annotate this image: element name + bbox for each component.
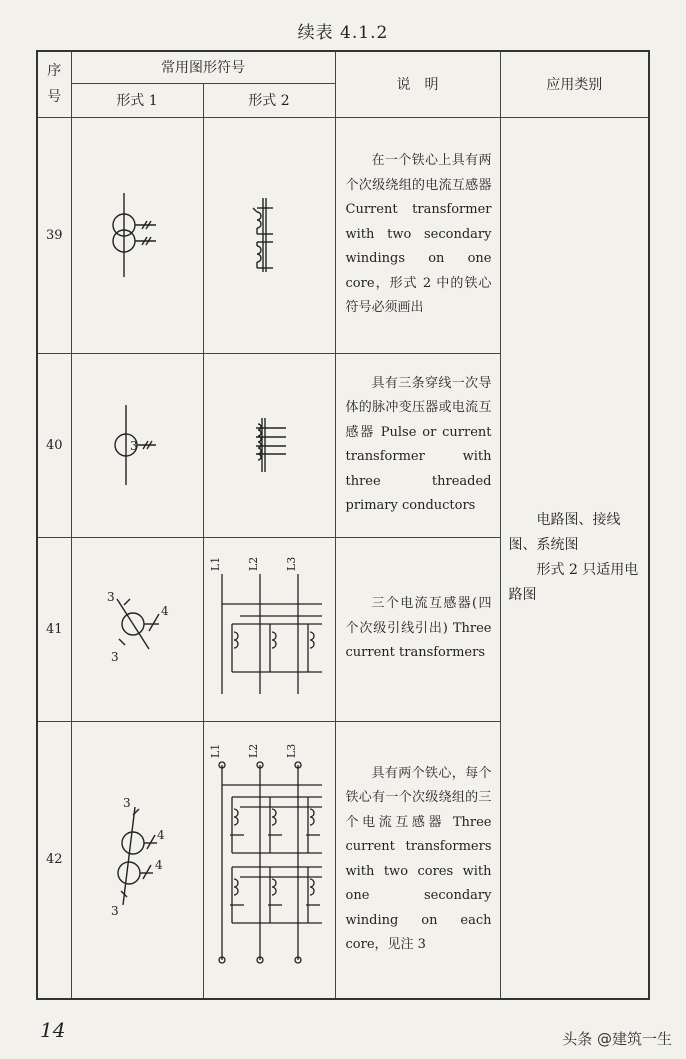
three-ct-two-core-symbol-form1 bbox=[97, 795, 177, 925]
phase-label-l2: L2 bbox=[247, 556, 260, 571]
page-title: 续表 4.1.2 bbox=[297, 23, 389, 43]
winding-label-upper: 4 bbox=[157, 827, 165, 842]
pulse-ct-symbol-form2 bbox=[234, 410, 304, 480]
pulse-ct-symbol-form1 bbox=[102, 400, 172, 490]
row-description: 在一个铁心上具有两个次级绕组的电流互感器 Current transformer with two secondary windings on one core，形式 2 中的铁心符号必须画出 bbox=[345, 153, 492, 316]
phase-label-l1: L1 bbox=[209, 556, 222, 571]
row-description: 具有两个铁心，每个铁心有一个次级绕组的三个电流互感器 Three current transformers with two cores with one secondary winding on each core，见注 3 bbox=[345, 765, 492, 953]
phase-label-l3: L3 bbox=[285, 743, 298, 758]
ct-two-secondary-symbol-form1 bbox=[102, 185, 172, 285]
watermark: 头条 @建筑一生 bbox=[562, 1030, 672, 1048]
three-ct-two-core-symbol-form2 bbox=[210, 735, 328, 985]
symbol-table bbox=[36, 50, 650, 1000]
ct-two-secondary-symbol-form2 bbox=[239, 190, 299, 280]
three-ct-symbol-form2 bbox=[210, 554, 328, 704]
winding-label-right: 4 bbox=[161, 604, 169, 618]
winding-label-lower: 4 bbox=[155, 857, 163, 872]
header-form2: 形式 2 bbox=[203, 83, 335, 117]
header-description: 说 明 bbox=[335, 51, 500, 117]
row-description: 三个电流互感器(四个次级引线引出) Three current transformers bbox=[345, 596, 492, 661]
winding-label-top: 3 bbox=[107, 590, 115, 604]
winding-label-top: 3 bbox=[123, 795, 131, 810]
phase-label-l1: L1 bbox=[209, 743, 222, 758]
phase-label-l2: L2 bbox=[247, 743, 260, 758]
winding-label-bottom: 3 bbox=[111, 903, 119, 918]
row-seq: 41 bbox=[37, 537, 71, 721]
row-description: 具有三条穿线一次导体的脉冲变压器或电流互感器 Pulse or current transformer with three threaded primary conductors bbox=[345, 375, 492, 513]
header-seq: 序号 bbox=[37, 51, 71, 117]
winding-label-bottom: 3 bbox=[111, 650, 119, 664]
table-row bbox=[37, 117, 649, 353]
header-category: 应用类别 bbox=[500, 51, 649, 117]
category-line2: 形式 2 只适用电路图 bbox=[508, 561, 639, 603]
category-line1: 电路图、接线图、系统图 bbox=[508, 511, 621, 553]
category-cell bbox=[500, 117, 649, 999]
phase-label-l3: L3 bbox=[285, 556, 298, 571]
header-form1: 形式 1 bbox=[71, 83, 203, 117]
row-seq: 39 bbox=[37, 117, 71, 353]
row-seq: 40 bbox=[37, 353, 71, 537]
row-seq: 42 bbox=[37, 721, 71, 999]
page-number: 14 bbox=[40, 1018, 66, 1042]
three-ct-symbol-form1 bbox=[97, 579, 177, 679]
header-common-symbols: 常用图形符号 bbox=[71, 51, 335, 83]
turns-label: 3 bbox=[130, 439, 138, 453]
